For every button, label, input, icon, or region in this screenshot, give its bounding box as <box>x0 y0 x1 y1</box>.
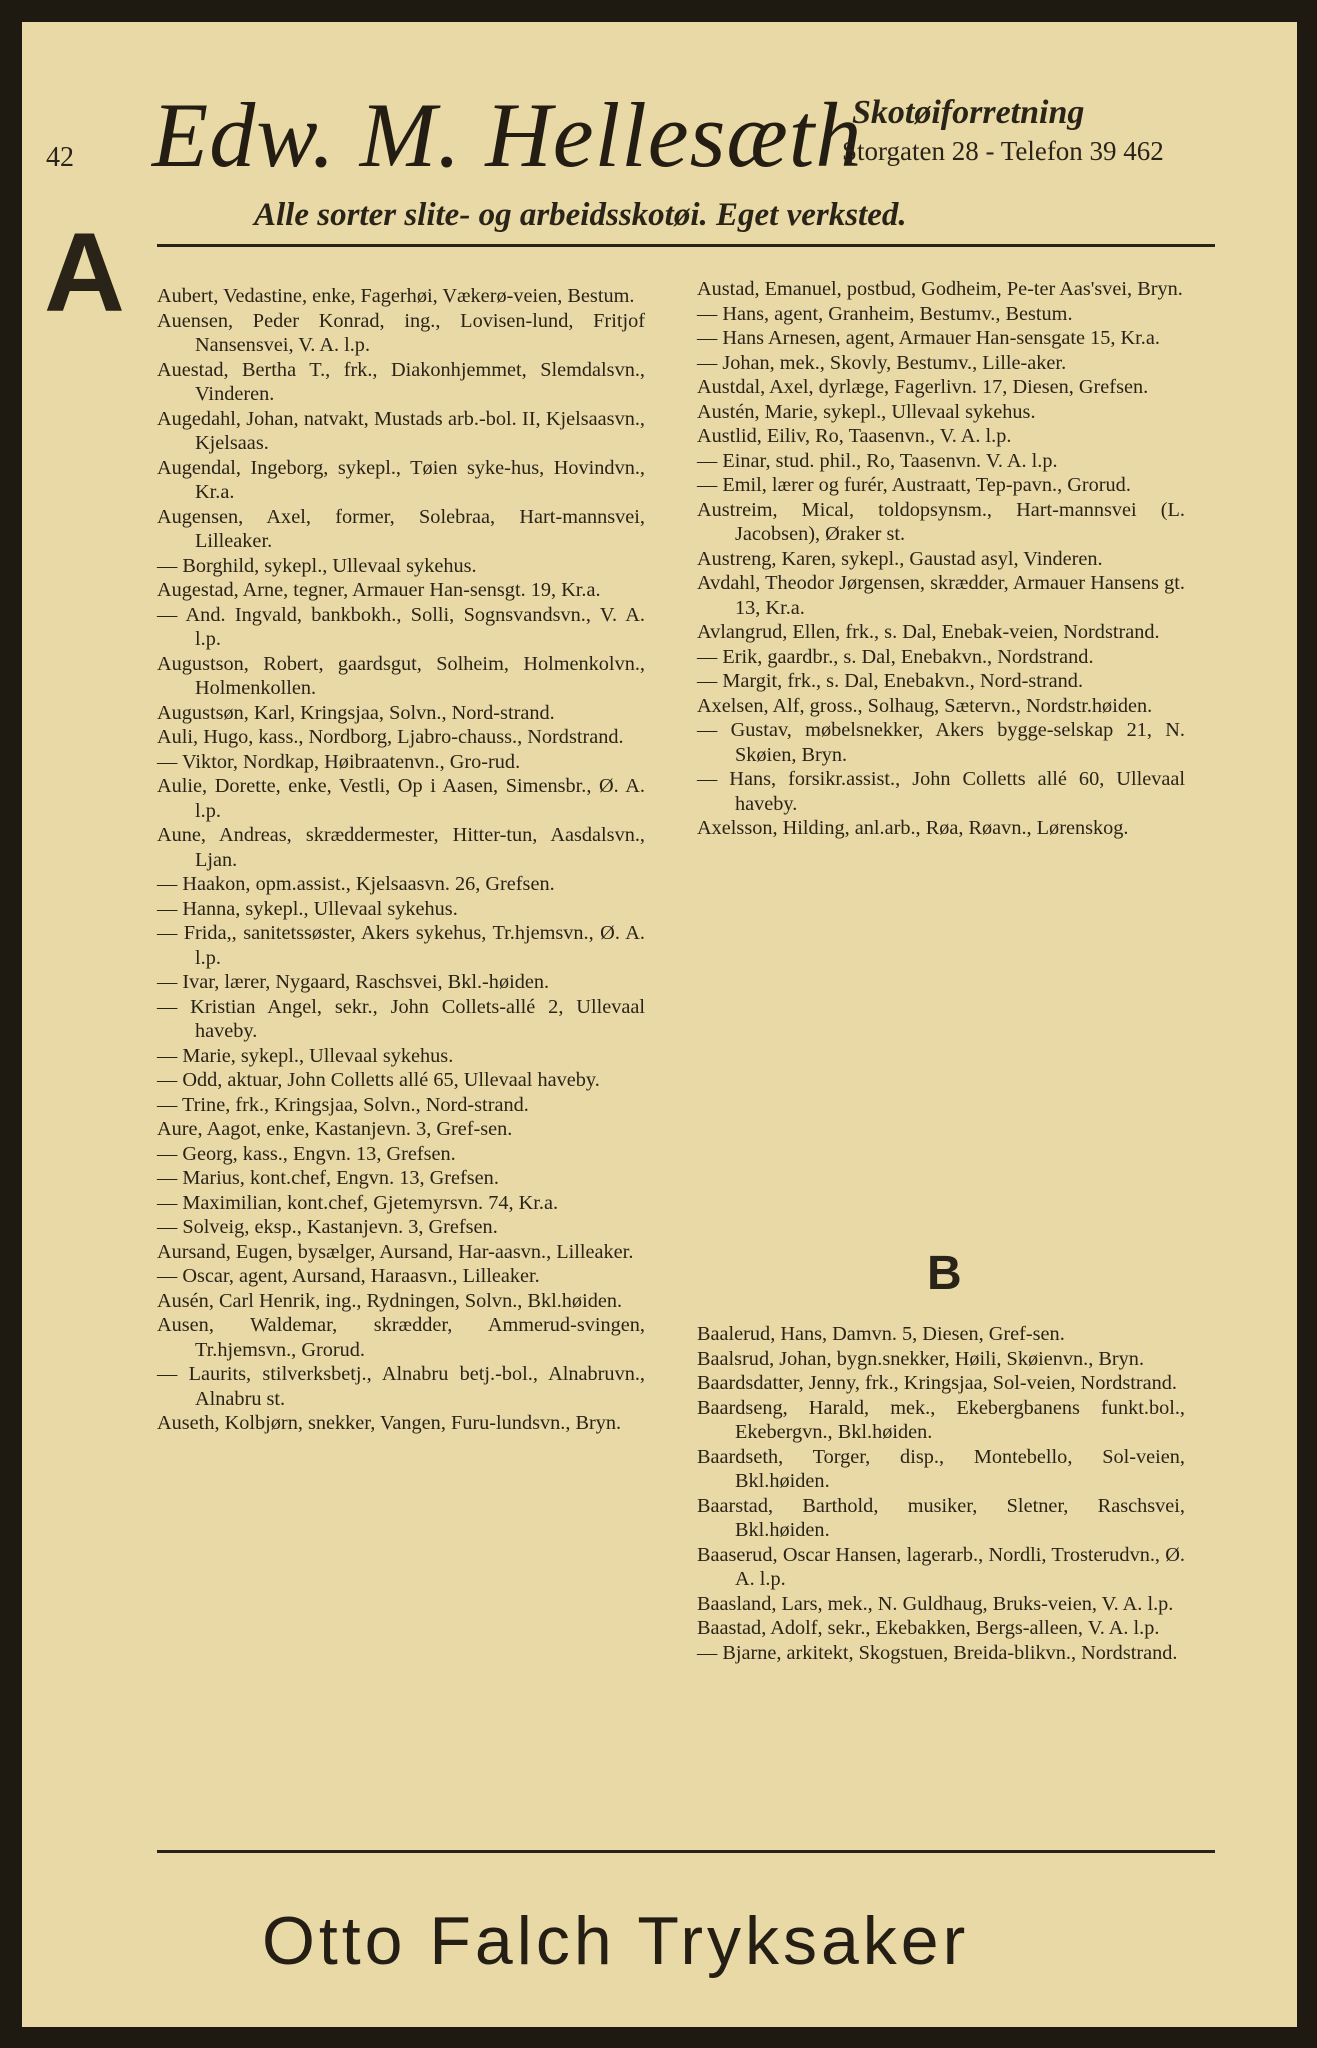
directory-entry: Austlid, Eiliv, Ro, Taasenvn., V. A. l.p. <box>697 425 1012 447</box>
directory-entry: — Hanna, sykepl., Ullevaal sykehus. <box>157 897 458 920</box>
directory-entry: Baaserud, Oscar Hansen, lagerarb., Nordli, Trosterudvn., Ø. A. l.p. <box>697 1543 1185 1590</box>
directory-entry: — Maximilian, kont.chef, Gjetemyrsvn. 74, Kr.a. <box>157 1191 559 1214</box>
directory-entry: — Haakon, opm.assist., Kjelsaasvn. 26, Grefsen. <box>157 873 555 895</box>
directory-entry: Auestad, Bertha T., frk., Diakonhjemmet, Slemdalsvn., Vinderen. <box>157 358 645 405</box>
directory-entry: — Georg, kass., Engvn. 13, Grefsen. <box>157 1142 456 1165</box>
directory-entry: Baasland, Lars, mek., N. Guldhaug, Bruks-veien, V. A. l.p. <box>697 1592 1174 1615</box>
directory-entry: Augustson, Robert, gaardsgut, Solheim, Holmenkolvn., Holmenkollen. <box>157 652 645 699</box>
section-letter-a: A <box>44 210 125 335</box>
right-column-b <box>697 1322 1185 1665</box>
directory-entry: Aure, Aagot, enke, Kastanjevn. 3, Gref-sen. <box>157 1118 513 1140</box>
directory-entry: Aune, Andreas, skræddermester, Hitter-tun, Aasdalsvn., Ljan. <box>157 824 645 871</box>
advert-shop: Skotøiforretning <box>852 94 1085 131</box>
directory-entry: — Frida,, sanitetssøster, Akers sykehus, Tr.hjemsvn., Ø. A. l.p. <box>157 922 645 969</box>
advert-slogan: Alle sorter slite- og arbeidsskotøi. Eget verksted. <box>254 197 907 233</box>
page-number: 42 <box>46 142 74 173</box>
directory-entry: Baardseth, Torger, disp., Montebello, Sol-veien, Bkl.høiden. <box>697 1445 1185 1492</box>
directory-entry: Austén, Marie, sykepl., Ullevaal sykehus. <box>697 400 1036 423</box>
directory-entry: Augustsøn, Karl, Kringsjaa, Solvn., Nord-strand. <box>157 701 555 724</box>
directory-page <box>22 22 1297 2027</box>
directory-entry: Austreim, Mical, toldopsynsm., Hart-mannsvei (L. Jacobsen), Øraker st. <box>697 498 1185 545</box>
directory-entry: — Hans, agent, Granheim, Bestumv., Bestum. <box>697 302 1073 325</box>
directory-entry: Ausen, Waldemar, skrædder, Ammerud-svingen, Tr.hjemsvn., Grorud. <box>157 1314 645 1361</box>
directory-entry: Baalsrud, Johan, bygn.snekker, Høili, Skøienvn., Bryn. <box>697 1347 1145 1370</box>
directory-entry: Austad, Emanuel, postbud, Godheim, Pe-ter Aas'svei, Bryn. <box>697 278 1183 300</box>
advert-address: Storgaten 28 - Telefon 39 462 <box>842 136 1164 166</box>
directory-entry: Avdahl, Theodor Jørgensen, skrædder, Armauer Hansens gt. 13, Kr.a. <box>697 572 1185 619</box>
directory-entry: Baalerud, Hans, Damvn. 5, Diesen, Gref-sen. <box>697 1323 1065 1345</box>
directory-entry: — Johan, mek., Skovly, Bestumv., Lille-aker. <box>697 351 1067 374</box>
directory-entry: — Gustav, møbelsnekker, Akers bygge-selskap 21, N. Skøien, Bryn. <box>697 719 1185 766</box>
directory-entry: — Odd, aktuar, John Colletts allé 65, Ullevaal haveby. <box>157 1069 600 1091</box>
directory-entry: — Hans Arnesen, agent, Armauer Han-sensgate 15, Kr.a. <box>697 327 1160 349</box>
directory-entry: Ausén, Carl Henrik, ing., Rydningen, Solvn., Bkl.høiden. <box>157 1289 623 1312</box>
directory-entry: Auseth, Kolbjørn, snekker, Vangen, Furu-lundsvn., Bryn. <box>157 1412 622 1434</box>
advert-name: Edw. M. Hellesæth <box>152 84 863 186</box>
directory-entry: — Marie, sykepl., Ullevaal sykehus. <box>157 1044 454 1067</box>
directory-entry: — Bjarne, arkitekt, Skogstuen, Breida-blikvn., Nordstrand. <box>697 1641 1178 1664</box>
directory-entry: Baardsdatter, Jenny, frk., Kringsjaa, Sol-veien, Nordstrand. <box>697 1372 1177 1394</box>
directory-entry: Axelsson, Hilding, anl.arb., Røa, Røavn., Lørenskog. <box>697 817 1129 839</box>
directory-entry: — Laurits, stilverksbetj., Alnabru betj.-bol., Alnabruvn., Alnabru st. <box>157 1363 645 1410</box>
directory-entry: Axelsen, Alf, gross., Solhaug, Sætervn., Nordstr.høiden. <box>697 694 1153 717</box>
directory-entry: Augendal, Ingeborg, sykepl., Tøien syke-hus, Hovindvn., Kr.a. <box>157 456 645 503</box>
directory-entry: — Ivar, lærer, Nygaard, Raschsvei, Bkl.-høiden. <box>157 971 550 993</box>
directory-entry: Austdal, Axel, dyrlæge, Fagerlivn. 17, Diesen, Grefsen. <box>697 376 1149 398</box>
right-b-entries <box>697 1322 1185 1665</box>
directory-entry: Avlangrud, Ellen, frk., s. Dal, Enebak-veien, Nordstrand. <box>697 621 1160 643</box>
footer-advert: Otto Falch Tryksaker <box>262 1903 970 1979</box>
directory-entry: — Solveig, eksp., Kastanjevn. 3, Grefsen. <box>157 1216 498 1238</box>
directory-entry: Aulie, Dorette, enke, Vestli, Op i Aasen, Simensbr., Ø. A. l.p. <box>157 775 645 822</box>
directory-entry: — Kristian Angel, sekr., John Collets-allé 2, Ullevaal haveby. <box>157 995 645 1042</box>
directory-entry: Austreng, Karen, sykepl., Gaustad asyl, Vinderen. <box>697 547 1103 570</box>
right-a-entries <box>697 277 1185 841</box>
directory-entry: — Borghild, sykepl., Ullevaal sykehus. <box>157 554 477 577</box>
directory-entry: Augestad, Arne, tegner, Armauer Han-sensgt. 19, Kr.a. <box>157 579 601 601</box>
directory-entry: Baastad, Adolf, sekr., Ekebakken, Bergs-alleen, V. A. l.p. <box>697 1617 1160 1639</box>
directory-entry: Aursand, Eugen, bysælger, Aursand, Har-aasvn., Lilleaker. <box>157 1240 634 1263</box>
directory-entry: — Einar, stud. phil., Ro, Taasenvn. V. A. l.p. <box>697 449 1058 472</box>
directory-entry: Augensen, Axel, former, Solebraa, Hart-mannsvei, Lilleaker. <box>157 505 645 552</box>
directory-entry: Aubert, Vedastine, enke, Fagerhøi, Vækerø-veien, Bestum. <box>157 285 635 307</box>
left-column <box>157 284 645 1436</box>
directory-entry: — Viktor, Nordkap, Høibraatenvn., Gro-rud. <box>157 750 521 773</box>
directory-entry: — Marius, kont.chef, Engvn. 13, Grefsen. <box>157 1167 499 1189</box>
directory-entry: Augedahl, Johan, natvakt, Mustads arb.-bol. II, Kjelsaasvn., Kjelsaas. <box>157 407 645 454</box>
right-column <box>697 277 1185 841</box>
directory-entry: — Emil, lærer og furér, Austraatt, Tep-pavn., Grorud. <box>697 474 1131 496</box>
directory-entry: — Trine, frk., Kringsjaa, Solvn., Nord-strand. <box>157 1093 529 1116</box>
directory-entry: — Erik, gaardbr., s. Dal, Enebakvn., Nordstrand. <box>697 645 1094 668</box>
directory-entry: — And. Ingvald, bankbokh., Solli, Sognsvandsvn., V. A. l.p. <box>157 603 645 650</box>
directory-entry: — Hans, forsikr.assist., John Colletts allé 60, Ullevaal haveby. <box>697 768 1185 815</box>
section-letter-b: B <box>927 1247 962 1300</box>
directory-entry: Baarstad, Barthold, musiker, Sletner, Raschsvei, Bkl.høiden. <box>697 1494 1185 1541</box>
directory-entry: Baardseng, Harald, mek., Ekebergbanens funkt.bol., Ekebergvn., Bkl.høiden. <box>697 1396 1185 1443</box>
directory-entry: — Margit, frk., s. Dal, Enebakvn., Nord-strand. <box>697 670 1084 692</box>
directory-entry: — Oscar, agent, Aursand, Haraasvn., Lilleaker. <box>157 1265 540 1287</box>
directory-entry: Auli, Hugo, kass., Nordborg, Ljabro-chauss., Nordstrand. <box>157 726 624 748</box>
left-entries <box>157 284 645 1436</box>
bottom-divider <box>157 1850 1215 1853</box>
directory-entry: Auensen, Peder Konrad, ing., Lovisen-lund, Fritjof Nansensvei, V. A. l.p. <box>157 309 645 356</box>
top-divider <box>157 244 1215 247</box>
